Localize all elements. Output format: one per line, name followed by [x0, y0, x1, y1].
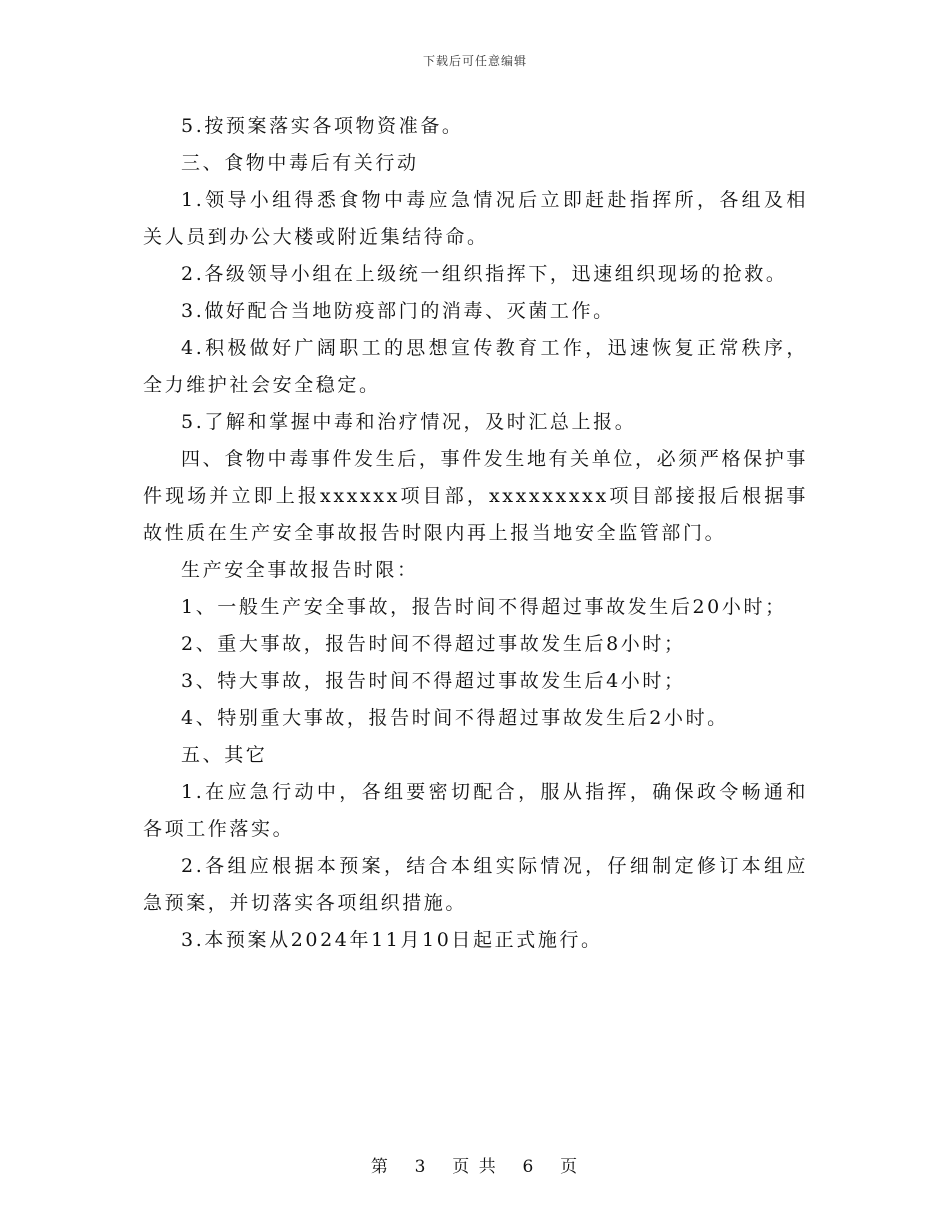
paragraph: 5.按预案落实各项物资准备。: [181, 115, 464, 137]
section-heading: 四、食物中毒事件发生后，事件发生地有关单位，必须严格保护事件现场并立即上报xxxxxx项目部，xxxxxxxxx项目部接报后根据事故性质在生产安全事故报告时限内再上报当地安全监管部门。: [143, 448, 808, 544]
paragraph: 3.本预案从2024年11月10日起正式施行。: [181, 929, 603, 951]
section-heading: 三、食物中毒后有关行动: [181, 152, 419, 174]
document-body: [143, 108, 808, 959]
paragraph: 2.各组应根据本预案，结合本组实际情况，仔细制定修订本组应急预案，并切落实各项组织措施。: [143, 855, 808, 914]
paragraph: 1.在应急行动中，各组要密切配合，服从指挥，确保政令畅通和各项工作落实。: [143, 781, 808, 840]
footer-prefix: 第: [370, 1157, 390, 1177]
footer-suffix: 页: [560, 1157, 580, 1177]
paragraph: 生产安全事故报告时限：: [181, 559, 419, 581]
list-item: 2、重大事故，报告时间不得超过事故发生后8小时；: [181, 633, 686, 655]
current-page-number: 3: [414, 1157, 428, 1177]
paragraph: 4.积极做好广阔职工的思想宣传教育工作，迅速恢复正常秩序，全力维护社会安全稳定。: [143, 337, 808, 396]
paragraph: 1.领导小组得悉食物中毒应急情况后立即赶赴指挥所，各组及相关人员到办公大楼或附近集结待命。: [143, 189, 808, 248]
paragraph: 3.做好配合当地防疫部门的消毒、灭菌工作。: [181, 300, 615, 322]
list-item: 3、特大事故，报告时间不得超过事故发生后4小时；: [181, 670, 686, 692]
list-item: 4、特别重大事故，报告时间不得超过事故发生后2小时。: [181, 707, 729, 729]
page-footer: [0, 1152, 950, 1177]
section-heading: 五、其它: [181, 744, 268, 766]
page-header: 下载后可任意编辑: [422, 54, 527, 68]
footer-middle: 页 共: [452, 1157, 498, 1177]
paragraph: 2.各级领导小组在上级统一组织指挥下，迅速组织现场的抢救。: [181, 263, 788, 285]
list-item: 1、一般生产安全事故，报告时间不得超过事故发生后20小时；: [181, 596, 787, 618]
paragraph: 5.了解和掌握中毒和治疗情况，及时汇总上报。: [181, 411, 637, 433]
total-page-number: 6: [522, 1157, 536, 1177]
